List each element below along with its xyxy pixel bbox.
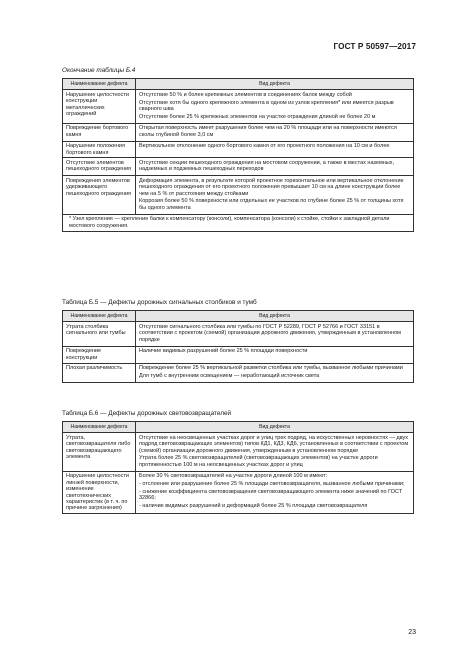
- defect-kind-cell: [136, 346, 414, 363]
- table-b6-col-name: Наименование дефекта: [63, 422, 136, 433]
- defect-name-cell: Нарушение положения бортового камня: [63, 141, 136, 158]
- defect-kind-text: Отсутствие 50 % и более крепежных элементов в соединениях балок между собой: [139, 91, 352, 98]
- table-b4-footnote-row: [63, 214, 414, 231]
- defect-kind-text: Утрата более 25 % световозвращателей (световозвращающих элементов) на участке дороги протяженностью 100 м на неосвещенных участках дорог и улиц: [139, 455, 378, 468]
- table-b4-col-kind: Вид дефекта: [136, 79, 414, 90]
- defect-kind-text: Деформация элемента, в результате которой проектное горизонтальное или вертикальное отклонение пешеходного ограждения от его проектного положения превышает 10 см на длине конструкции более чем на 5 % от расстояния между стойками: [139, 177, 404, 197]
- defect-kind-text: - снижение коэффициента световозвращения световозвращающего элемента ниже значений по ГОСТ 32866;: [139, 488, 403, 501]
- table-b4-col-name: Наименование дефекта: [63, 79, 136, 90]
- defect-kind-text: Наличие видимых разрушений более 25 % площади поверхности: [139, 348, 308, 355]
- table-b5-col-kind: Вид дефекта: [136, 311, 414, 322]
- table-row: [63, 141, 414, 158]
- defect-name-cell: Повреждение конструкции: [63, 346, 136, 363]
- table-b6: [62, 421, 414, 514]
- defect-kind-cell: [136, 363, 414, 382]
- defect-kind-text: Отсутствие хотя бы одного крепежного элемента в одном из узлов крепления* или имеется разрыв сварного шва: [139, 99, 394, 112]
- table-b5-caption: Таблица Б.5 — Дефекты дорожных сигнальных столбиков и тумб: [62, 299, 257, 306]
- defect-kind-cell: [136, 176, 414, 214]
- document-code: ГОСТ Р 50597—2017: [333, 42, 416, 51]
- table-row: [63, 322, 414, 346]
- table-b5-col-name: Наименование дефекта: [63, 311, 136, 322]
- table-b4: [62, 78, 414, 232]
- defect-kind-cell: [136, 90, 414, 123]
- defect-name-cell: Нарушение целостности конструкции металлических ограждений: [63, 90, 136, 123]
- defect-kind-text: Вертикальное отклонение одного бортового камня от его проектного положения на 10 см и более: [139, 143, 390, 150]
- defect-kind-text: Отсутствие сигнального столбика или тумбы по ГОСТ Р 52289, ГОСТ Р 52766 и ГОСТ 33151 в соответствии с проектом (схемой) организации дорожного движения, утвержденным в установленном порядке: [139, 323, 401, 343]
- defect-kind-cell: [136, 322, 414, 346]
- table-row: [63, 123, 414, 141]
- defect-kind-text: Повреждение более 25 % вертикальной разметки столбика или тумбы, вызванное любыми причинами: [139, 365, 403, 372]
- defect-name-cell: Утрата столбика сигнального или тумбы: [63, 322, 136, 346]
- defect-kind-cell: [136, 141, 414, 158]
- defect-kind-text: Более 30 % световозвращателей на участке дороги длиной 100 м имеют:: [139, 473, 328, 480]
- table-row: [63, 471, 414, 513]
- defect-kind-text: Отсутствие на неосвещенных участках дорог и улиц трех подряд, на искусственных неровностях — двух подряд световозвращающих элементов) типов КД1, КД3, КД6, установленных в соответствии с проектом (схемой) организации дорожного движения, утвержденным в установленном порядке: [139, 434, 409, 454]
- table-b4-caption: Окончание таблицы Б.4: [62, 67, 136, 74]
- defect-name-cell: Отсутствие элементов пешеходного ограждения: [63, 158, 136, 176]
- table-b5: [62, 310, 414, 383]
- table-row: [63, 176, 414, 214]
- defect-name-cell: Утрата, световозвращателя либо световозвращающего элемента: [63, 433, 136, 471]
- table-row: [63, 158, 414, 176]
- table-row: [63, 90, 414, 123]
- defect-kind-text: Для тумб с внутренним освещением — неработающий источник света: [139, 372, 320, 379]
- defect-kind-cell: [136, 433, 414, 471]
- table-b4-footnote: * Узел крепления — крепление балки к компенсатору (консоли), компенсатора (консоли) к стойке, стойки к закладной детали мостового сооружения.: [63, 214, 414, 231]
- defect-name-cell: Повреждение бортового камня: [63, 123, 136, 141]
- page-number: 23: [408, 629, 416, 636]
- defect-kind-cell: [136, 471, 414, 513]
- defect-name-cell: Нарушение целостности линзей поверхности, изменение светотехнических характеристик (в т. ч. по причине загрязнения): [63, 471, 136, 513]
- defect-kind-cell: [136, 158, 414, 176]
- table-row: [63, 363, 414, 382]
- defect-kind-text: - наличие видимых разрушений и деформаций более 25 % площади световозвращателя: [139, 502, 368, 509]
- table-row: [63, 433, 414, 471]
- table-row: [63, 346, 414, 363]
- defect-kind-text: Коррозия более 50 % поверхности или отдельных ее участков по глубине более 25 % от толщины хотя бы одного элемента: [139, 198, 404, 211]
- defect-name-cell: Плохая различимость: [63, 363, 136, 382]
- defect-kind-text: Отсутствие более 25 % крепежных элементов на участке ограждения длиной не более 20 м: [139, 113, 376, 120]
- defect-kind-text: Открытая поверхность имеет разрушения более чем на 20 % площади или на поверхности имеются сколы глубиной более 3,0 см: [139, 125, 397, 138]
- defect-name-cell: Повреждения элементов удерживающего пешеходного ограждения: [63, 176, 136, 214]
- table-b6-col-kind: Вид дефекта: [136, 422, 414, 433]
- table-b6-caption: Таблица Б.6 — Дефекты дорожных световозвращателей: [62, 410, 232, 417]
- defect-kind-text: - отслоение или разрушение более 25 % площади световозвращателя, вызванное любыми причинами;: [139, 480, 405, 487]
- defect-kind-cell: [136, 123, 414, 141]
- defect-kind-text: Отсутствие секции пешеходного ограждения на мостовом сооружении, а также в местах наземных, надземных и подземных пешеходных переходов: [139, 159, 395, 173]
